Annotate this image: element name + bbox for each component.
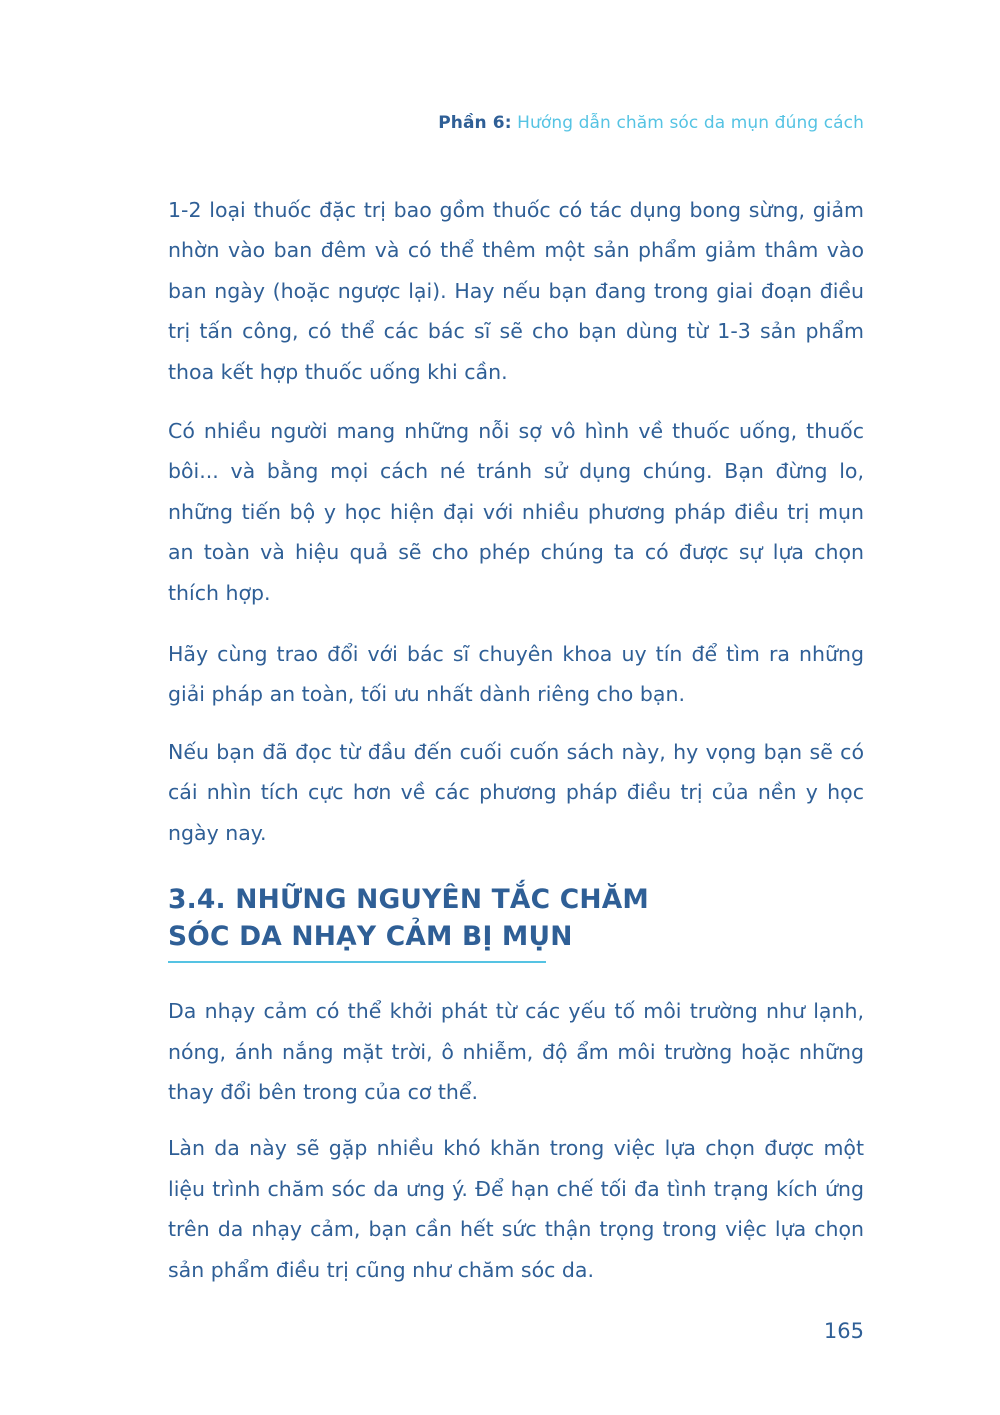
page-content (168, 190, 864, 1290)
heading-underline (168, 961, 546, 963)
part-label: Phần 6: (438, 113, 512, 133)
section-heading-line-2: SÓC DA NHẠY CẢM BỊ MỤN (168, 921, 573, 953)
page-number: 165 (823, 1319, 864, 1343)
section-heading-line-1: 3.4. NHỮNG NGUYÊN TẮC CHĂM (168, 884, 649, 916)
chapter-title: Hướng dẫn chăm sóc da mụn đúng cách (517, 113, 864, 133)
section-paragraph: Làn da này sẽ gặp nhiều khó khăn trong việc lựa chọn được một liệu trình chăm sóc da ưng ý. Để hạn chế tối đa tình trạng kích ứng trên da nhạy cảm, bạn cần hết sức thận trọng trong việc lựa chọn sản phẩm điều trị cũng như chăm sóc da. (168, 1136, 864, 1282)
section-heading (168, 881, 864, 955)
body-paragraph: Nếu bạn đã đọc từ đầu đến cuối cuốn sách này, hy vọng bạn sẽ có cái nhìn tích cực hơn về các phương pháp điều trị của nền y học ngày nay. (168, 739, 864, 845)
body-paragraph: Có nhiều người mang những nỗi sợ vô hình về thuốc uống, thuốc bôi... và bằng mọi cách né tránh sử dụng chúng. Bạn đừng lo, những tiến bộ y học hiện đại với nhiều phương pháp điều trị mụn an toàn và hiệu quả sẽ cho phép chúng ta có được sự lựa chọn thích hợp. (168, 419, 864, 605)
body-paragraph: Hãy cùng trao đổi với bác sĩ chuyên khoa uy tín để tìm ra những giải pháp an toàn, tối ưu nhất dành riêng cho bạn. (168, 642, 864, 707)
running-header (438, 113, 864, 133)
body-paragraph: 1-2 loại thuốc đặc trị bao gồm thuốc có tác dụng bong sừng, giảm nhờn vào ban đêm và có thể thêm một sản phẩm giảm thâm vào ban ngày (hoặc ngược lại). Hay nếu bạn đang trong giai đoạn điều trị tấn công, có thể các bác sĩ sẽ cho bạn dùng từ 1-3 sản phẩm thoa kết hợp thuốc uống khi cần. (168, 198, 864, 384)
section-paragraph: Da nhạy cảm có thể khởi phát từ các yếu tố môi trường như lạnh, nóng, ánh nắng mặt trời, ô nhiễm, độ ẩm môi trường hoặc những thay đổi bên trong của cơ thể. (168, 999, 864, 1104)
